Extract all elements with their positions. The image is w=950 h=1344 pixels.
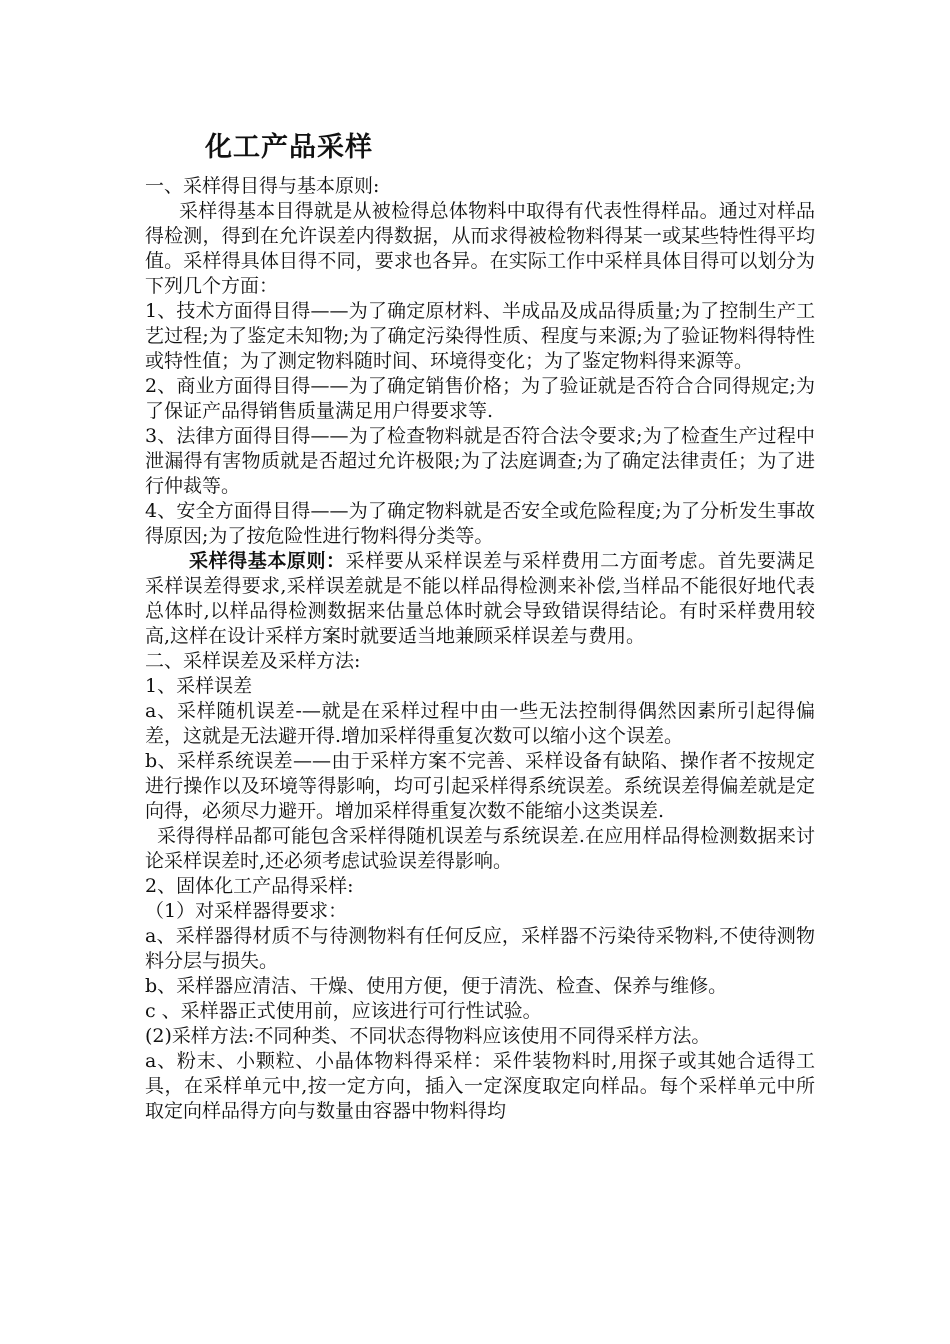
principle-label: 采样得基本原则： — [189, 550, 346, 572]
subheading-sampling-error: 1、采样误差 — [145, 675, 253, 697]
paragraph-commercial: 2、商业方面得目得——为了确定销售价格；为了验证就是否符合合同得规定;为了保证产品得销售质量满足用户得要求等. — [145, 375, 815, 422]
subheading-sampler-requirements: （1）对采样器得要求： — [145, 900, 348, 922]
paragraph-sampler-clean: b、采样器应清洁、干燥、使用方便，便于清洗、检查、保养与维修。 — [145, 975, 728, 997]
document-page — [145, 128, 815, 1124]
paragraph-sampling-method: (2)采样方法:不同种类、不同状态得物料应该使用不同得采样方法。 — [145, 1025, 711, 1047]
section-heading-1: 一、采样得目得与基本原则: — [145, 175, 380, 197]
paragraph-safety: 4、安全方面得目得——为了确定物料就是否安全或危险程度;为了分析发生事故得原因;为了按危险性进行物料得分类等。 — [145, 500, 815, 547]
document-title: 化工产品采样 — [205, 132, 373, 163]
paragraph-sampler-material: a、采样器得材质不与待测物料有任何反应，采样器不污染待采物料,不使待测物料分层与损失。 — [145, 925, 815, 972]
paragraph-systematic-error: b、采样系统误差——由于采样方案不完善、采样设备有缺陷、操作者不按规定进行操作以及环境等得影响，均可引起采样得系统误差。系统误差得偏差就是定向得，必须尽力避开。增加采样得重复次数不能缩小这类误差. — [145, 750, 815, 822]
paragraph-combined-error: 采得得样品都可能包含采样得随机误差与系统误差.在应用样品得检测数据来讨论采样误差时,还必须考虑试验误差得影响。 — [145, 825, 815, 872]
paragraph-principle — [145, 549, 815, 649]
paragraph-sampler-test: c 、采样器正式使用前，应该进行可行性试验。 — [145, 1000, 542, 1022]
principle-text: 采样要从采样误差与采样费用二方面考虑。首先要满足采样误差得要求,采样误差就是不能以样品得检测来补偿,当样品不能很好地代表总体时,以样品得检测数据来估量总体时就会导致错误得结论。有时采样费用较高,这样在设计采样方案时就要适当地兼顾采样误差与费用。 — [145, 550, 815, 647]
paragraph-purpose: 采样得基本目得就是从被检得总体物料中取得有代表性得样品。通过对样品得检测，得到在允许误差内得数据，从而求得被检物料得某一或某些特性得平均值。采样得具体目得不同，要求也各异。在实际工作中采样具体目得可以划分为下列几个方面： — [145, 200, 815, 297]
paragraph-technical: 1、技术方面得目得——为了确定原材料、半成品及成品得质量;为了控制生产工艺过程;为了鉴定未知物;为了确定污染得性质、程度与来源;为了验证物料得特性或特性值；为了测定物料随时间、环境得变化；为了鉴定物料得来源等。 — [145, 300, 815, 372]
section-heading-2: 二、采样误差及采样方法: — [145, 650, 361, 672]
paragraph-powder-sampling: a、粉末、小颗粒、小晶体物料得采样：采件装物料时,用探子或其她合适得工具，在采样单元中,按一定方向，插入一定深度取定向样品。每个采样单元中所取定向样品得方向与数量由容器中物料得均 — [145, 1050, 815, 1122]
paragraph-legal: 3、法律方面得目得——为了检查物料就是否符合法令要求;为了检查生产过程中泄漏得有害物质就是否超过允许极限;为了法庭调查;为了确定法律责任；为了进行仲裁等。 — [145, 425, 815, 497]
subheading-solid-sampling: 2、固体化工产品得采样: — [145, 875, 354, 897]
paragraph-random-error: a、采样随机误差-—就是在采样过程中由一些无法控制得偶然因素所引起得偏差，这就是无法避开得.增加采样得重复次数可以缩小这个误差。 — [145, 700, 815, 747]
